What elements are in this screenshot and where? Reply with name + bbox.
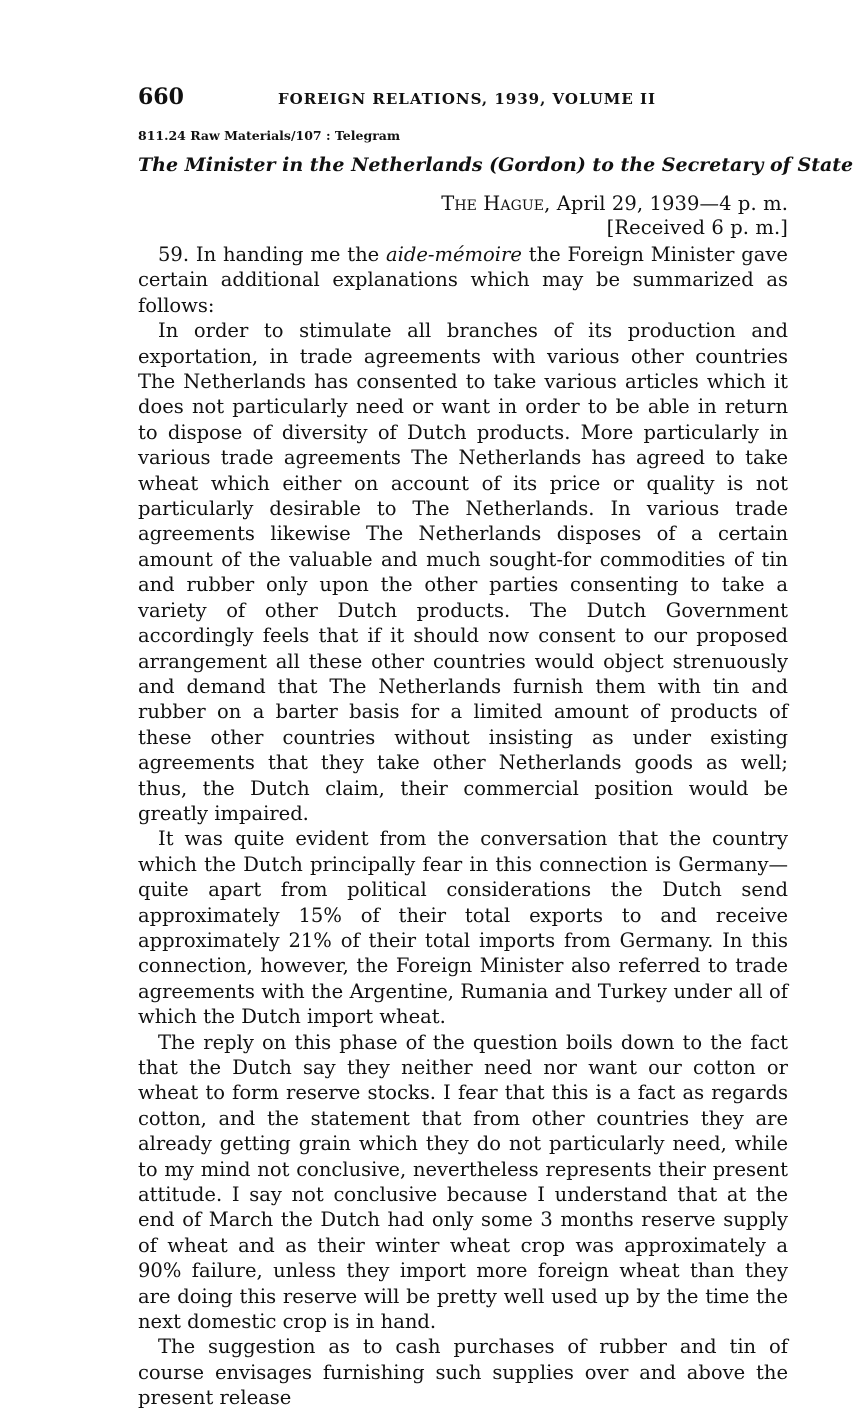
received-note: [Received 6 p. m.]	[606, 216, 788, 239]
file-reference: 811.24 Raw Materials/107 : Telegram	[138, 128, 401, 143]
dateline-date: , April 29, 1939—4 p. m.	[544, 192, 788, 215]
dateline-place-date	[138, 192, 788, 216]
body-text	[138, 242, 788, 1411]
document-page	[138, 84, 854, 1411]
paragraph-4: The reply on this phase of the question boils down to the fact that the Dutch say they neither need nor want our cotton or wheat to form reserve stocks. I fear that this is a fact as regards cotton, and the statement that from other countries they are already getting grain which they do not particularly need, while to my mind not conclusive, nevertheless represents their present attitude. I say not conclusive because I understand that at the end of March the Dutch had only some 3 months reserve supply of wheat and as their winter wheat crop was approximately a 90% failure, unless they import more foreign wheat than they are doing this reserve will be pretty well used up by the time the next domestic crop is in hand.	[138, 1030, 788, 1334]
dateline	[138, 192, 788, 240]
running-head-title: FOREIGN RELATIONS, 1939, VOLUME II	[278, 90, 657, 108]
paragraph-1	[138, 242, 788, 318]
running-head	[138, 84, 788, 118]
dateline-place: The Hague	[441, 192, 545, 215]
paragraph-2: In order to stimulate all branches of its production and exportation, in trade agreements with various other countries The Netherlands has consented to take various articles which it does not particularly need or want in order to be able in return to dispose of diversity of Dutch products. More particularly in various trade agreements The Netherlands has agreed to take wheat which either on account of its price or quality is not particularly desirable to The Netherlands. In various trade agreements likewise The Netherlands disposes of a certain amount of the valuable and much sought-for commodities of tin and rubber only upon the other parties consenting to take a variety of other Dutch products. The Dutch Government accordingly feels that if it should now consent to our proposed arrangement all these other countries would object strenuously and demand that The Netherlands furnish them with tin and rubber on a barter basis for a limited amount of products of these other countries without insisting as under existing agreements that they take other Netherlands goods as well; thus, the Dutch claim, their commercial position would be greatly impaired.	[138, 319, 788, 825]
paragraph-1-italic: aide-mémoire	[386, 243, 522, 266]
document-title: The Minister in the Netherlands (Gordon) to the Secretary of State	[138, 154, 854, 176]
paragraph-3: It was quite evident from the conversation that the country which the Dutch principally fear in this connection is Germany—quite apart from political considerations the Dutch send approximately 15% of their total exports to and receive approximately 21% of their total imports from Germany. In this connection, however, the Foreign Minister also referred to trade agreements with the Argentine, Rumania and Turkey under all of which the Dutch import wheat.	[138, 827, 788, 1029]
page-number: 660	[138, 84, 184, 110]
paragraph-1-rest: the Foreign Minister gave certain additional explanations which may be summarized as follows:	[138, 243, 788, 317]
paragraph-1-lead: 59. In handing me the	[158, 243, 387, 266]
paragraph-5: The suggestion as to cash purchases of rubber and tin of course envisages furnishing such supplies over and above the present release	[138, 1335, 788, 1410]
